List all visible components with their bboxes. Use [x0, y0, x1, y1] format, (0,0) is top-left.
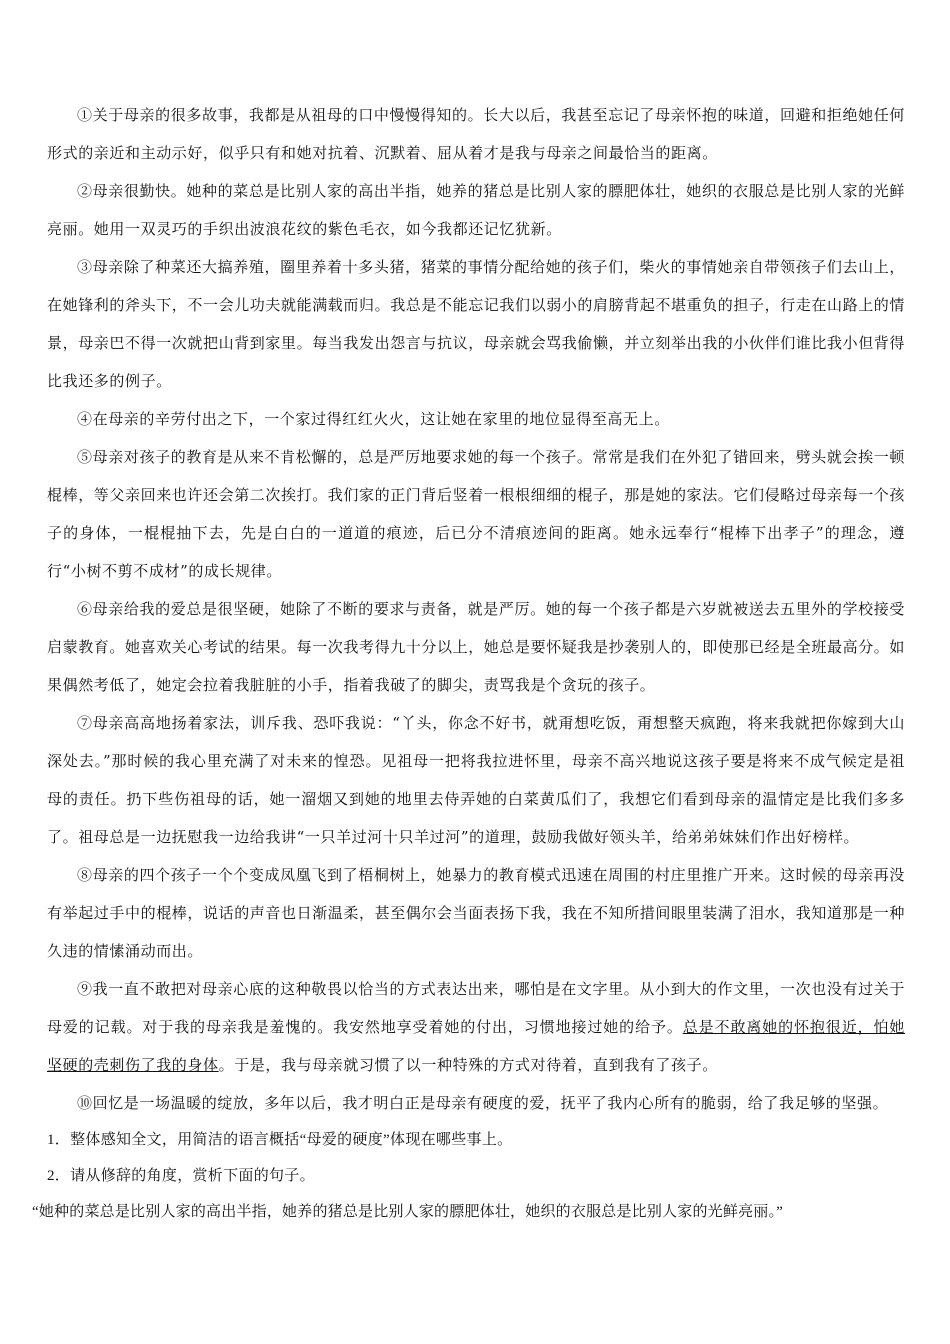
- paragraph-9: [47, 970, 905, 1084]
- question-2-quoted-sentence: “她种的菜总是比别人家的高出半指，她养的猪总是比别人家的膘肥体壮，她织的衣服总是比别人家的光鲜亮丽。”: [32, 1204, 784, 1220]
- paragraph-9-text-before: ⑨我一直不敢把对母亲心底的这种敬畏以恰当的方式表达出来，哪怕是在文字里。从小到大的作文里，一次也没有过关于母爱的记载。对于我的母亲我是羞愧的。我安然地享受着她的付出，习惯地接过她的给予。: [47, 980, 905, 1036]
- document-page: [32, 96, 906, 1230]
- question-2: 2．请从修辞的角度，赏析下面的句子。: [47, 1168, 315, 1184]
- paragraph-6: ⑥母亲给我的爱总是很坚硬，她除了不断的要求与责备，就是严厉。她的每一个孩子都是六岁就被送去五里外的学校接受启蒙教育。她喜欢关心考试的结果。每一次我考得九十分以上，她总是要怀疑我是抄袭别人的，即使那已经是全班最高分。如果偶然考低了，她定会拉着我脏脏的小手，指着我破了的脚尖，责骂我是个贪玩的孩子。: [47, 600, 906, 694]
- paragraph-1: ①关于母亲的很多故事，我都是从祖母的口中慢慢得知的。长大以后，我甚至忘记了母亲怀抱的味道，回避和拒绝她任何形式的亲近和主动示好，似乎只有和她对抗着、沉默着、屈从着才是我与母亲之间最恰当的距离。: [47, 106, 905, 162]
- paragraph-9-text-after: 。于是，我与母亲就习惯了以一种特殊的方式对待着，直到我有了孩子。: [218, 1056, 718, 1074]
- paragraph-4: ④在母亲的辛劳付出之下，一个家过得红红火火，这让她在家里的地位显得至高无上。: [77, 410, 670, 428]
- underlined-sentence: 总是不敢离她的怀抱很近，怕她坚硬的壳刺伤了我的身体: [47, 1018, 905, 1074]
- paragraph-8: ⑧母亲的四个孩子一个个变成凤凰飞到了梧桐树上，她暴力的教育模式迅速在周围的村庄里推广开来。这时候的母亲再没有举起过手中的棍棒，说话的声音也日渐温柔，甚至偶尔会当面表扬下我，我在不知所措间眼里装满了泪水，我知道那是一种久违的情愫涌动而出。: [47, 866, 906, 960]
- paragraph-10: ⑩回忆是一场温暖的绽放，多年以后，我才明白正是母亲有硬度的爱，抚平了我内心所有的脆弱，给了我足够的坚强。: [77, 1094, 889, 1112]
- question-1: 1．整体感知全文，用简洁的语言概括“母爱的硬度”体现在哪些事上。: [47, 1132, 513, 1148]
- paragraph-3: ③母亲除了种菜还大搞养殖，圈里养着十多头猪，猪菜的事情分配给她的孩子们，柴火的事情她亲自带领孩子们去山上，在她锋利的斧头下，不一会儿功夫就能满载而归。我总是不能忘记我们以弱小的肩膀背起不堪重负的担子，行走在山路上的情景，母亲巴不得一次就把山背到家里。每当我发出怨言与抗议，母亲就会骂我偷懒，并立刻举出我的小伙伴们谁比我小但背得比我还多的例子。: [47, 258, 906, 390]
- paragraph-5: ⑤母亲对孩子的教育是从来不肯松懈的，总是严厉地要求她的每一个孩子。常常是我们在外犯了错回来，劈头就会挨一顿棍棒，等父亲回来也许还会第二次挨打。我们家的正门背后竖着一根根细细的棍子，那是她的家法。它们侵略过母亲每一个孩子的身体，一棍棍抽下去，先是白白的一道道的痕迹，后已分不清痕迹间的距离。她永远奉行“棍棒下出孝子”的理念，遵行“小树不剪不成材”的成长规律。: [47, 448, 906, 580]
- paragraph-2: ②母亲很勤快。她种的菜总是比别人家的高出半指，她养的猪总是比别人家的膘肥体壮，她织的衣服总是比别人家的光鲜亮丽。她用一双灵巧的手织出波浪花纹的紫色毛衣，如今我都还记忆犹新。: [47, 182, 905, 238]
- paragraph-7: ⑦母亲高高地扬着家法，训斥我、恐吓我说：“丫头，你念不好书，就甭想吃饭，甭想整天疯跑，将来我就把你嫁到大山深处去。”那时候的我心里充满了对未来的惶恐。见祖母一把将我拉进怀里，母亲不高兴地说这孩子要是将来不成气候定是祖母的责任。扔下些伤祖母的话，她一溜烟又到她的地里去侍弄她的白菜黄瓜们了，我想它们看到母亲的温情定是比我们多多了。祖母总是一边抚慰我一边给我讲“一只羊过河十只羊过河”的道理，鼓励我做好领头羊，给弟弟妹妹们作出好榜样。: [47, 714, 905, 846]
